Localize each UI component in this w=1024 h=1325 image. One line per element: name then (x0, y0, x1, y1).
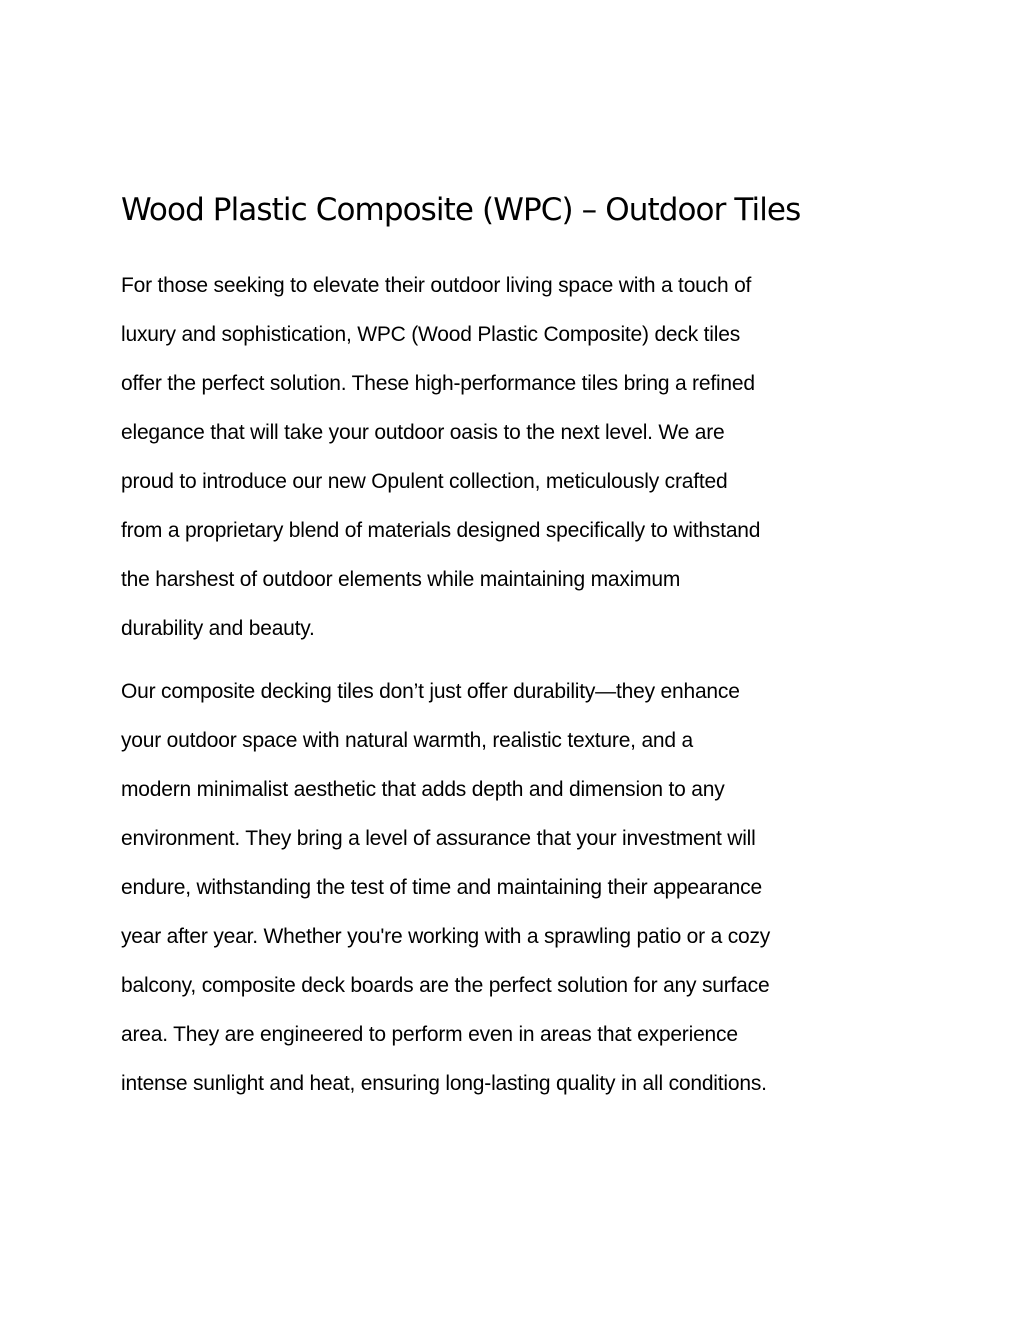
paragraph-line: environment. They bring a level of assurance that your investment will (121, 827, 756, 850)
paragraph-intro (121, 261, 911, 653)
paragraph-line: area. They are engineered to perform even in areas that experience (121, 1023, 738, 1046)
paragraph-line: Our composite decking tiles don’t just offer durability—they enhance (121, 680, 740, 703)
paragraph-line: endure, withstanding the test of time and maintaining their appearance (121, 876, 762, 899)
document-title: Wood Plastic Composite (WPC) – Outdoor Tiles (121, 192, 801, 228)
paragraph-line: intense sunlight and heat, ensuring long-lasting quality in all conditions. (121, 1072, 767, 1095)
paragraph-line: your outdoor space with natural warmth, realistic texture, and a (121, 729, 693, 752)
paragraph-line: balcony, composite deck boards are the perfect solution for any surface (121, 974, 770, 997)
paragraph-line: year after year. Whether you're working with a sprawling patio or a cozy (121, 925, 771, 948)
paragraph-line: from a proprietary blend of materials designed specifically to withstand (121, 519, 761, 542)
paragraph-line: durability and beauty. (121, 617, 315, 640)
paragraph-benefits (121, 667, 911, 1108)
paragraph-line: the harshest of outdoor elements while maintaining maximum (121, 568, 681, 591)
paragraph-line: elegance that will take your outdoor oasis to the next level. We are (121, 421, 725, 444)
paragraph-line: For those seeking to elevate their outdoor living space with a touch of (121, 274, 752, 297)
paragraph-line: offer the perfect solution. These high-performance tiles bring a refined (121, 372, 755, 395)
paragraph-line: modern minimalist aesthetic that adds depth and dimension to any (121, 778, 725, 801)
paragraph-line: proud to introduce our new Opulent collection, meticulously crafted (121, 470, 728, 493)
paragraph-line: luxury and sophistication, WPC (Wood Plastic Composite) deck tiles (121, 323, 740, 346)
